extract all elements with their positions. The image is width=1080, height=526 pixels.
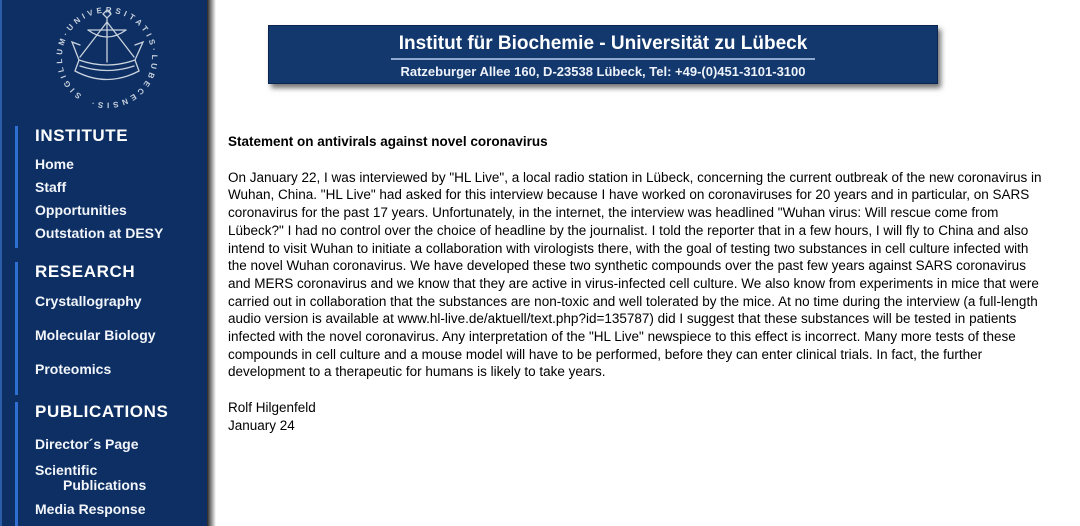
sidebar-section-publications <box>15 402 205 526</box>
page-title: Institut für Biochemie - Universität zu Lübeck <box>391 33 816 60</box>
statement-section <box>228 133 1042 435</box>
sidebar-item-home[interactable]: Home <box>35 156 74 172</box>
sidebar-item-opportunities[interactable]: Opportunities <box>35 202 127 218</box>
sidebar-item-staff[interactable]: Staff <box>35 179 67 195</box>
sidebar-heading-institute: INSTITUTE <box>35 126 129 145</box>
sidebar-item-media-response[interactable]: Media Response <box>35 501 146 517</box>
signature-name: Rolf Hilgenfeld <box>228 400 316 416</box>
header-address: Ratzeburger Allee 160, D-23538 Lübeck, Tel: +49-(0)451-3101-3100 <box>400 64 806 79</box>
sidebar-heading-publications: PUBLICATIONS <box>35 402 169 421</box>
header-banner <box>268 25 938 84</box>
statement-heading: Statement on antivirals against novel coronavirus <box>228 134 548 149</box>
sidebar-item-proteomics[interactable]: Proteomics <box>35 361 112 377</box>
sidebar-item-molecular-biology[interactable]: Molecular Biology <box>35 327 156 343</box>
sidebar-section-research <box>15 262 205 395</box>
university-seal-graphic <box>40 0 176 118</box>
university-seal <box>40 0 176 118</box>
signature-date: January 24 <box>228 417 295 433</box>
sidebar-item-crystallography[interactable]: Crystallography <box>35 293 142 309</box>
sidebar-item-directors-page[interactable]: Director´s Page <box>35 436 139 452</box>
seal-ring-text: SIGILLUM·UNIVERSITATIS·LUBECENSIS· <box>54 5 159 110</box>
statement-paragraph: On January 22, I was interviewed by "HL Live", a local radio station in Lübeck, concerning the current outbreak of the new coronavirus in Wuhan, China. "HL Live" had asked for this interview because I have worked on coronaviruses for 20 years and in particular, on SARS coronavirus for the past 17 years. Unfortunately, in the internet, the interview was headlined "Wuhan virus: Will rescue come from Lübeck?" I had no control over the choice of headline by the journalist. I told the reporter that in a few hours, I will fly to China and also intend to visit Wuhan to initiate a collaboration with virologists there, with the goal of testing two substances in cell culture infected with the novel Wuhan coronavirus. We have developed these two synthetic compounds over the past few years against SARS coronavirus and MERS coronavirus and we know that they are active in virus-infected cell culture. We also know from experiments in mice that were carried out in collaboration that the substances are non-toxic and well tolerated by the mice. At no time during the interview (a full-length audio version is available at www.hl-live.de/aktuell/text.php?id=135787) did I suggest that these substances will be tested in patients infected with the novel coronavirus. Any interpretation of the "HL Live" newspiece to this effect is incorrect. Many more tests of these compounds in cell culture and a mouse model will have to be performed, before they can enter clinical trials. In fact, the further development to a therapeutic for humans is likely to take years. <box>228 169 1042 380</box>
signature-block <box>228 399 1042 434</box>
sidebar <box>0 0 207 526</box>
sidebar-item-scientific-publications[interactable]: Scientific Publications <box>35 462 147 493</box>
sidebar-shadow <box>207 0 216 526</box>
sidebar-heading-research: RESEARCH <box>35 262 136 281</box>
sidebar-section-institute <box>15 126 205 248</box>
sidebar-item-outstation-at-desy[interactable]: Outstation at DESY <box>35 225 164 241</box>
